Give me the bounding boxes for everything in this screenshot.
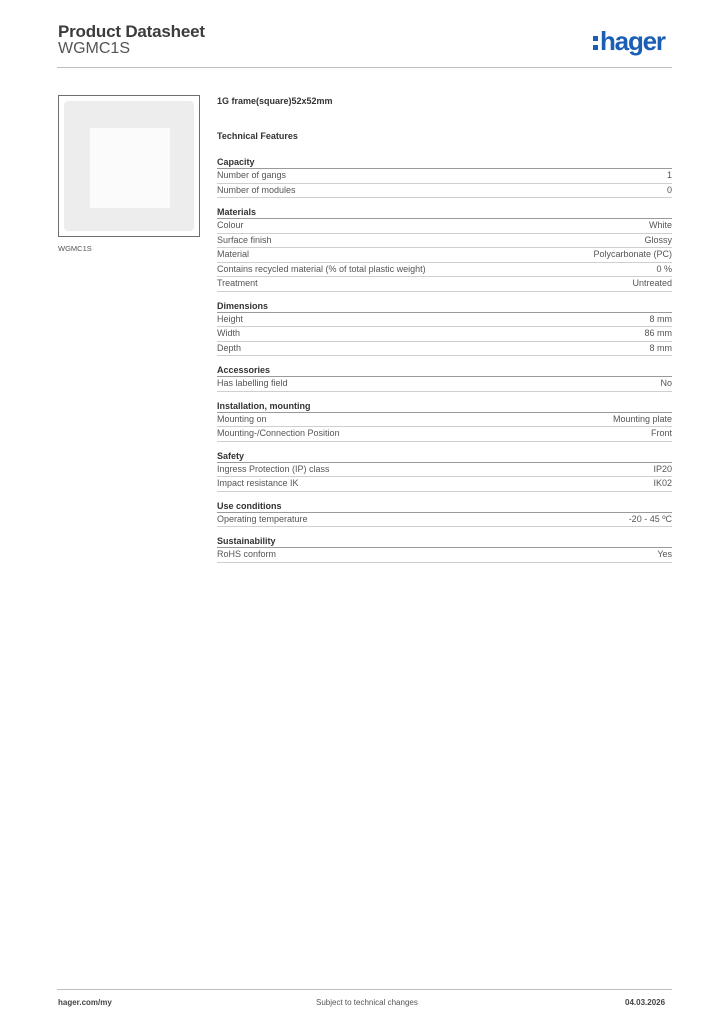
spec-row	[217, 377, 672, 392]
page-title: Product Datasheet	[58, 22, 205, 41]
logo-text: hager	[600, 26, 665, 56]
spec-row	[217, 327, 672, 342]
section	[217, 400, 672, 442]
frame-inner-shape	[90, 128, 170, 208]
spec-value: No	[660, 378, 672, 388]
section-title: Safety	[217, 450, 672, 463]
section	[217, 206, 672, 292]
spec-label: Width	[217, 328, 241, 338]
hager-logo	[593, 26, 665, 56]
section	[217, 364, 672, 392]
spec-row	[217, 427, 672, 442]
section-title: Sustainability	[217, 535, 672, 548]
section-title: Accessories	[217, 364, 672, 377]
spec-value: Polycarbonate (PC)	[593, 249, 672, 259]
section	[217, 300, 672, 357]
spec-label: Number of modules	[217, 184, 296, 195]
spec-label: Depth	[217, 342, 242, 353]
section	[217, 450, 672, 492]
section-title: Capacity	[217, 156, 672, 169]
section	[217, 500, 672, 528]
spec-value: 0	[666, 184, 672, 195]
spec-value: 1	[666, 170, 672, 180]
section	[217, 535, 672, 563]
spec-label: Mounting-/Connection Position	[217, 428, 340, 438]
product-image	[58, 95, 200, 237]
footer-notice: Subject to technical changes	[316, 998, 418, 1007]
spec-row	[217, 234, 672, 249]
spec-value: 0 %	[656, 263, 672, 274]
spec-label: Contains recycled material (% of total plastic weight)	[217, 263, 426, 274]
spec-row	[217, 463, 672, 478]
spec-row	[217, 413, 672, 428]
footer-divider	[57, 989, 672, 990]
spec-row	[217, 477, 672, 492]
spec-row	[217, 342, 672, 357]
spec-row	[217, 313, 672, 328]
spec-row	[217, 263, 672, 278]
section-title: Materials	[217, 206, 672, 219]
section	[217, 156, 672, 198]
logo-colon-icon	[593, 36, 598, 50]
spec-row	[217, 169, 672, 184]
spec-value: 86 mm	[644, 328, 672, 338]
section-title: Dimensions	[217, 300, 672, 313]
spec-value: Mounting plate	[612, 413, 672, 424]
product-image-caption: WGMC1S	[58, 244, 92, 253]
spec-row	[217, 548, 672, 563]
spec-label: Operating temperature	[217, 513, 308, 524]
spec-label: Number of gangs	[217, 170, 287, 180]
spec-row	[217, 219, 672, 234]
section-title: Use conditions	[217, 500, 672, 513]
spec-row	[217, 248, 672, 263]
footer-website: hager.com/my	[58, 998, 112, 1007]
spec-row	[217, 513, 672, 528]
spec-label: Material	[217, 249, 250, 259]
spec-value: Untreated	[632, 278, 672, 288]
spec-value: -20 - 45 ºC	[628, 513, 672, 524]
spec-label: Treatment	[217, 278, 258, 288]
spec-value: IP20	[653, 463, 672, 474]
spec-label: Has labelling field	[217, 378, 288, 388]
spec-label: Ingress Protection (IP) class	[217, 463, 330, 474]
spec-label: RoHS conform	[217, 549, 277, 559]
section-title: Installation, mounting	[217, 400, 672, 413]
technical-features-table	[217, 156, 672, 571]
product-name: 1G frame(square)52x52mm	[217, 96, 333, 106]
spec-value: 8 mm	[649, 313, 672, 324]
spec-label: Colour	[217, 220, 244, 230]
spec-row	[217, 277, 672, 292]
footer-date: 04.03.2026	[625, 998, 666, 1007]
spec-value: Front	[650, 428, 672, 438]
spec-label: Mounting on	[217, 413, 267, 424]
spec-row	[217, 184, 672, 199]
spec-value: IK02	[653, 478, 672, 488]
spec-value: Glossy	[644, 234, 672, 245]
spec-label: Height	[217, 313, 244, 324]
header-divider	[57, 67, 672, 68]
spec-value: White	[648, 220, 672, 230]
technical-features-heading: Technical Features	[217, 131, 298, 141]
spec-value: Yes	[657, 549, 672, 559]
spec-value: 8 mm	[649, 342, 672, 353]
product-code: WGMC1S	[58, 40, 130, 57]
spec-label: Surface finish	[217, 234, 272, 245]
spec-label: Impact resistance IK	[217, 478, 299, 488]
